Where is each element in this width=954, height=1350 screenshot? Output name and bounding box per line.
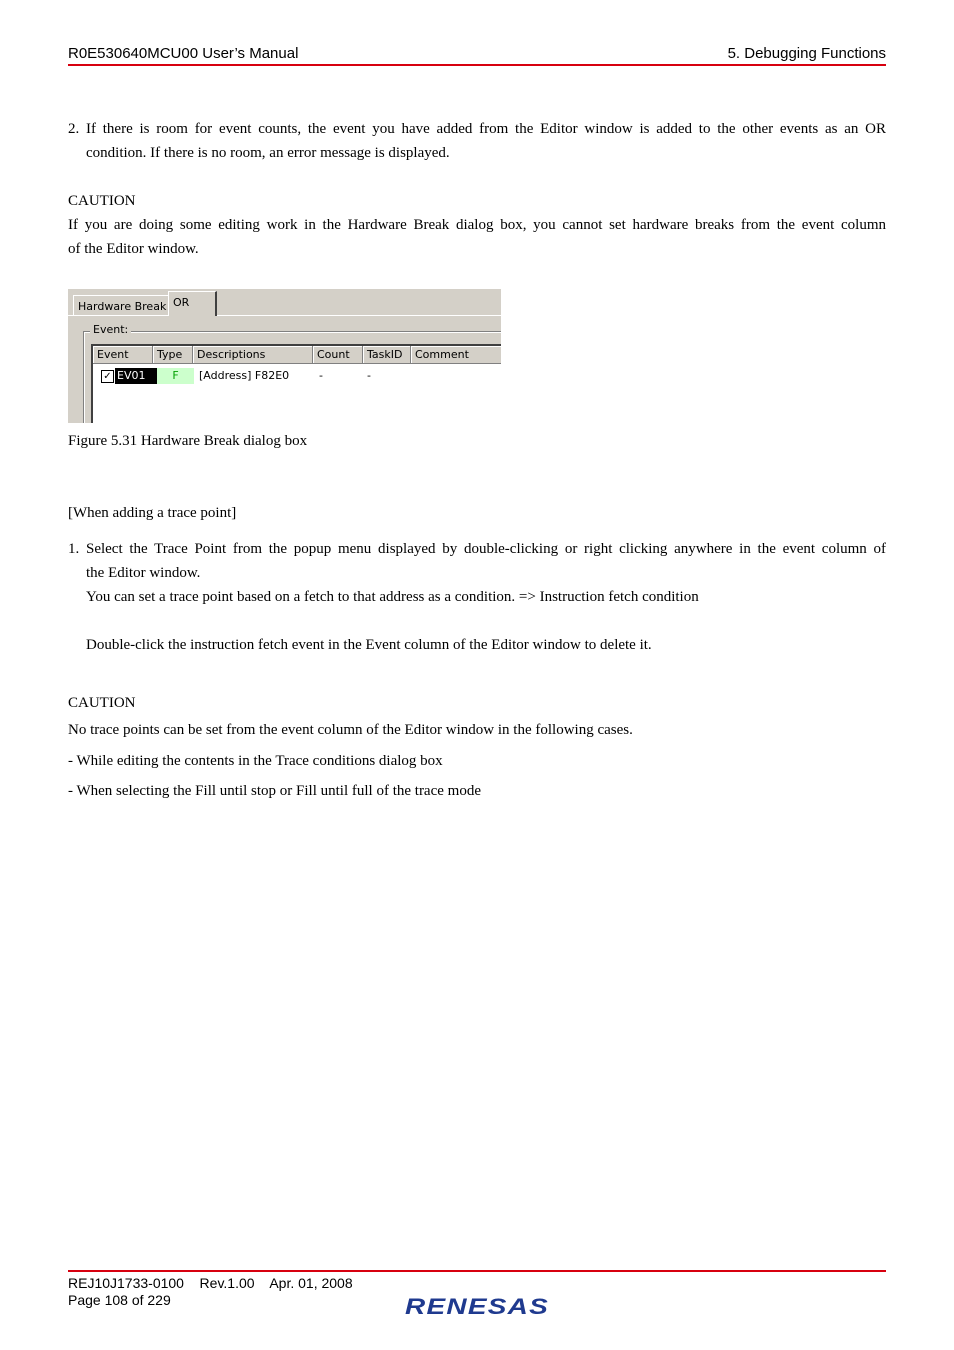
header-rule <box>68 64 886 66</box>
footer-rule <box>68 1270 886 1272</box>
item2-line1: 2. If there is room for event counts, the event you have added from the Editor window is added to the other events as an OR <box>68 121 886 137</box>
event-count-cell: - <box>319 369 323 382</box>
caution2-title: CAUTION <box>68 695 136 711</box>
item2-line2: condition. If there is no room, an error message is displayed. <box>86 145 450 161</box>
doc-id: REJ10J1733-0100 <box>68 1275 184 1291</box>
column-header-event[interactable]: Event <box>93 346 153 364</box>
issue-date: Apr. 01, 2008 <box>269 1275 353 1291</box>
page-number: Page 108 of 229 <box>68 1292 171 1308</box>
column-header-count[interactable]: Count <box>313 346 363 364</box>
event-group-label: Event: <box>90 323 131 337</box>
event-enable-checkbox[interactable]: ✓ <box>101 370 114 383</box>
caution2-bullet2: - When selecting the Fill until stop or Fill until full of the trace mode <box>68 783 481 799</box>
column-header-descriptions[interactable]: Descriptions <box>193 346 313 364</box>
trace-item1-line1: 1. Select the Trace Point from the popup menu displayed by double-clicking or right clicking anywhere in the event column of <box>68 541 886 557</box>
trace-item1-line3: You can set a trace point based on a fetch to that address as a condition. => Instruction fetch condition <box>86 589 699 605</box>
renesas-logo <box>403 1292 553 1325</box>
figure-caption: Figure 5.31 Hardware Break dialog box <box>68 433 308 449</box>
section-title: 5. Debugging Functions <box>727 45 886 62</box>
svg-text:RENESAS: RENESAS <box>405 1294 549 1319</box>
event-taskid-cell: - <box>367 369 371 382</box>
caution1-line1: If you are doing some editing work in the Hardware Break dialog box, you cannot set hardware breaks from the event column <box>68 217 886 233</box>
trace-item1-line4: Double-click the instruction fetch event in the Event column of the Editor window to delete it. <box>86 637 652 653</box>
event-description-cell: [Address] F82E0 <box>199 369 290 382</box>
tab-hardware-break[interactable]: Hardware Break <box>73 295 171 316</box>
caution1-line2: of the Editor window. <box>68 241 199 257</box>
column-header-type[interactable]: Type <box>153 346 193 364</box>
caution1-title: CAUTION <box>68 193 136 209</box>
event-name-cell[interactable]: EV01 <box>115 368 157 384</box>
tab-strip-line <box>68 315 501 316</box>
trace-item1-line2: the Editor window. <box>86 565 201 581</box>
event-type-cell: F <box>157 368 194 384</box>
column-header-comment[interactable]: Comment <box>411 346 501 364</box>
caution2-bullet1: - While editing the contents in the Trace conditions dialog box <box>68 753 443 769</box>
caution2-line1: No trace points can be set from the event column of the Editor window in the following cases. <box>68 722 633 738</box>
tab-or[interactable]: OR <box>168 291 217 316</box>
manual-title: R0E530640MCU00 User’s Manual <box>68 45 299 62</box>
column-header-taskid[interactable]: TaskID <box>363 346 411 364</box>
page-footer <box>68 1275 353 1309</box>
hardware-break-dialog-screenshot <box>68 289 501 423</box>
event-list[interactable] <box>91 344 501 423</box>
page-header <box>68 45 886 65</box>
trace-heading: [When adding a trace point] <box>68 505 237 521</box>
revision: Rev.1.00 <box>199 1275 255 1291</box>
renesas-logo-icon <box>403 1292 553 1320</box>
